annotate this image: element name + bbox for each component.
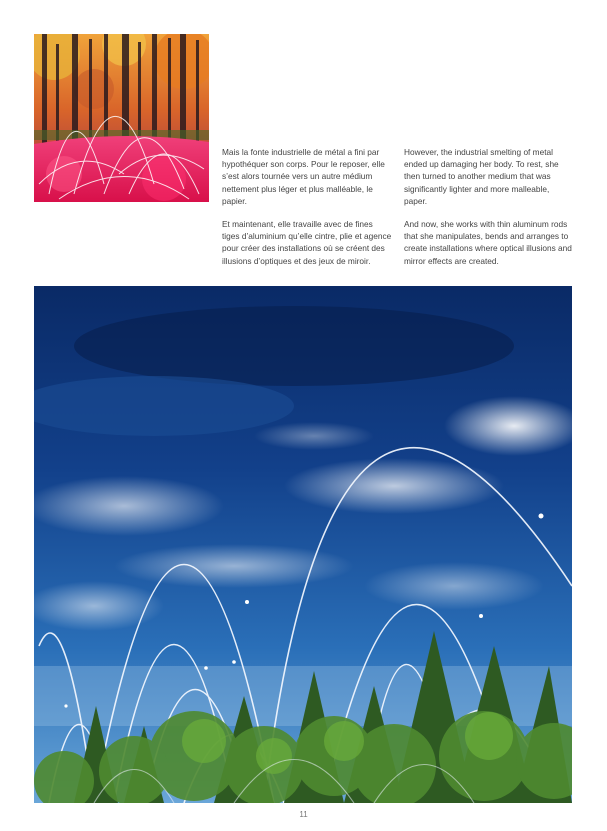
english-paragraph-1: However, the industrial smelting of metal ended up damaging her body. To rest, she then turned to another medium that was significantly lighter and more malleable, paper. [404, 147, 559, 206]
english-paragraph-2: And now, she works with thin aluminum rods that she manipulates, bends and arranges to create installations where optical illusions and mirror effects are created. [404, 219, 572, 266]
english-text-column [404, 146, 574, 278]
page-number: 11 [299, 810, 308, 819]
forest-installation-photo [34, 34, 209, 202]
french-paragraph-2: Et maintenant, elle travaille avec de fines tiges d’aluminium qu’elle cintre, plie et agence pour créer des installations où se créent des illusions d’optiques et des jeux de miroir. [222, 219, 392, 266]
french-paragraph-1: Mais la fonte industrielle de métal a fini par hypothéquer son corps. Pour le reposer, elle s’est alors tournée vers un autre médium nettement plus léger et plus malléable, le papier. [222, 147, 385, 206]
sky-installation-photo [34, 286, 572, 803]
french-text-column [222, 146, 392, 278]
